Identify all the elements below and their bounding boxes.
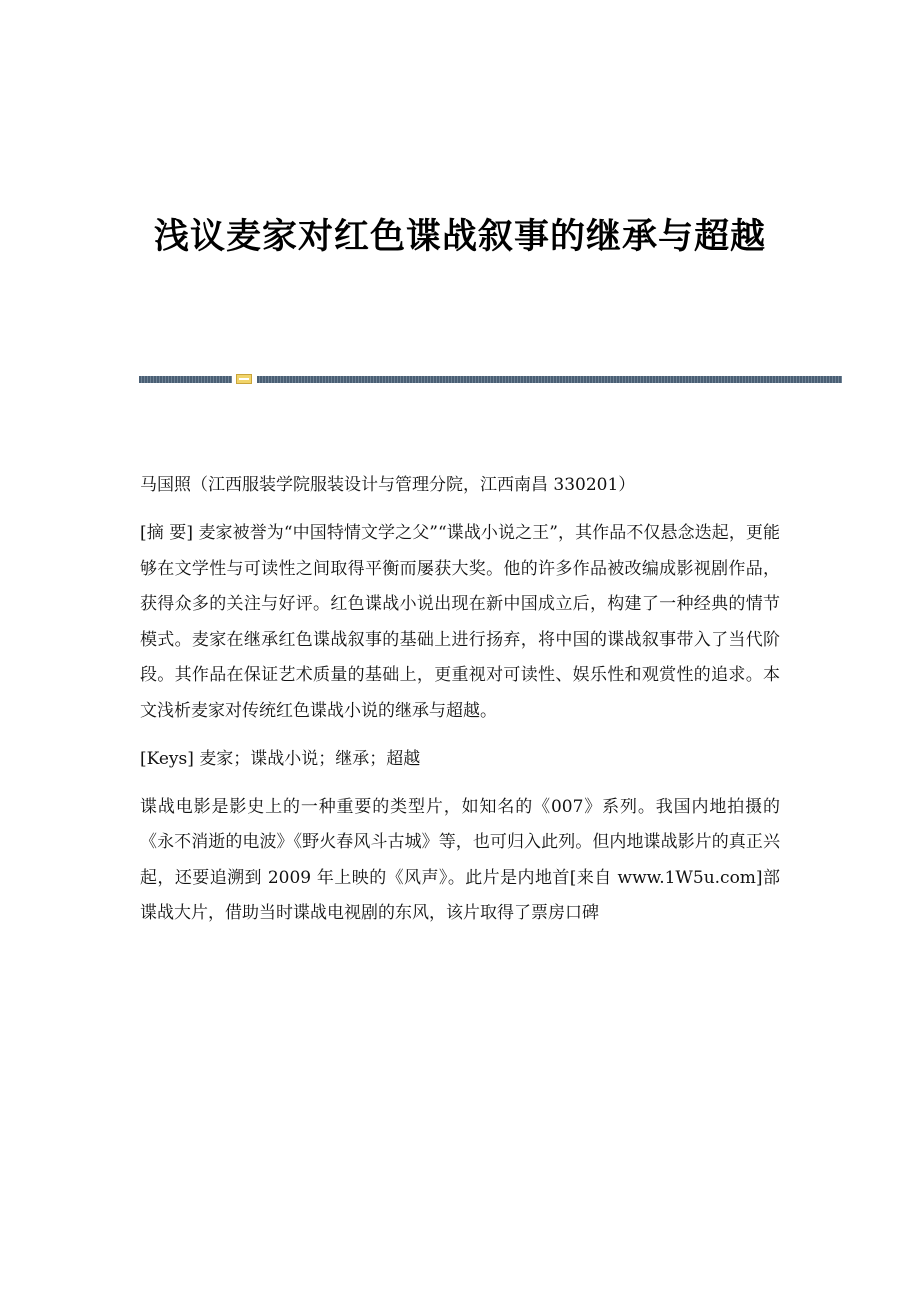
abstract-paragraph: [摘 要] 麦家被誉为“中国特情文学之父”“谍战小说之王”，其作品不仅悬念迭起，更能够在文学性与可读性之间取得平衡而屡获大奖。他的许多作品被改编成影视剧作品，获得众多的关注与好评。红色谍战小说出现在新中国成立后，构建了一种经典的情节模式。麦家在继承红色谍战叙事的基础上进行扬弃，将中国的谍战叙事带入了当代阶段。其作品在保证艺术质量的基础上，更重视对可读性、娱乐性和观赏性的追求。本文浅析麦家对传统红色谍战小说的继承与超越。 bbox=[140, 523, 780, 721]
keywords-line: [Keys] 麦家；谍战小说；继承；超越 bbox=[140, 748, 421, 769]
article-body bbox=[140, 468, 780, 944]
document-title: 浅议麦家对红色谍战叙事的继承与超越 bbox=[153, 216, 766, 258]
author-affiliation: 马国照（江西服装学院服装设计与管理分院，江西南昌 330201） bbox=[140, 475, 636, 495]
divider-bar-left bbox=[139, 376, 232, 383]
body-paragraph: 谍战电影是影史上的一种重要的类型片，如知名的《007》系列。我国内地拍摄的《永不消逝的电波》《野火春风斗古城》等，也可归入此列。但内地谍战影片的真正兴起，还要追溯到 2009 年上映的《风声》。此片是内地首[来自 www.1W5u.com]部谍战大片，借助当时谍战电视剧的东风，该片取得了票房口碑 bbox=[140, 796, 780, 923]
title-divider bbox=[139, 374, 842, 384]
divider-ornament-icon bbox=[236, 374, 252, 384]
divider-bar-right bbox=[257, 376, 842, 383]
